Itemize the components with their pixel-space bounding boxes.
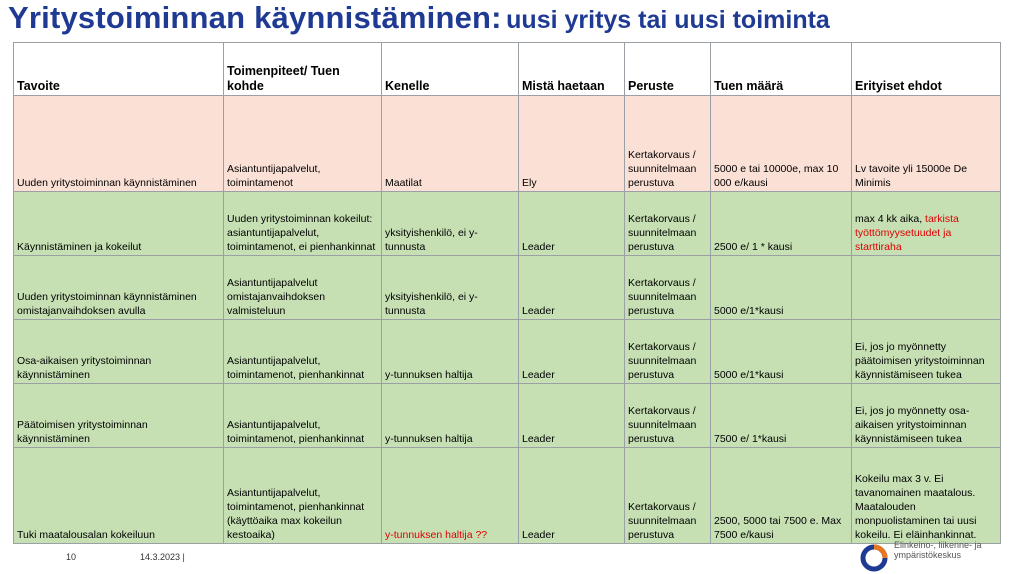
slide-number: 10 — [66, 552, 77, 562]
cell-mista: Leader — [519, 448, 625, 544]
cell-maara: 5000 e/1*kausi — [711, 320, 852, 384]
cell-peruste: Kertakorvaus / suunnitelmaan perustuva — [625, 96, 711, 192]
table-row — [14, 192, 1001, 256]
header-tavoite: Tavoite — [14, 43, 224, 96]
cell-toimenpiteet: Asiantuntijapalvelut omistajanvaihdoksen valmisteluun — [224, 256, 382, 320]
header-kenelle: Kenelle — [382, 43, 519, 96]
cell-toimenpiteet: Asiantuntijapalvelut, toimintamenot, pienhankinnat — [224, 384, 382, 448]
cell-toimenpiteet: Asiantuntijapalvelut, toimintamenot, pienhankinnat (käyttöaika max kokeilun kestoaika) — [224, 448, 382, 544]
logo-line-1: Elinkeino-, liikenne- ja — [894, 540, 982, 550]
support-table — [13, 42, 1001, 544]
cell-maara: 2500, 5000 tai 7500 e. Max 7500 e/kausi — [711, 448, 852, 544]
cell-peruste: Kertakorvaus / suunnitelmaan perustuva — [625, 448, 711, 544]
cell-tavoite: Osa-aikaisen yritystoiminnan käynnistäminen — [14, 320, 224, 384]
cell-kenelle: y-tunnuksen haltija ?? — [382, 448, 519, 544]
cell-peruste: Kertakorvaus / suunnitelmaan perustuva — [625, 384, 711, 448]
cell-kenelle: yksityishenkilö, ei y-tunnusta — [382, 192, 519, 256]
cell-ehdot: Lv tavoite yli 15000e De Minimis — [852, 96, 1001, 192]
ely-logo-text — [894, 540, 982, 560]
cell-tavoite: Tuki maatalousalan kokeiluun — [14, 448, 224, 544]
cell-toimenpiteet: Asiantuntijapalvelut, toimintamenot — [224, 96, 382, 192]
header-mista: Mistä haetaan — [519, 43, 625, 96]
ely-logo-icon — [860, 544, 890, 572]
cell-ehdot — [852, 256, 1001, 320]
cell-kenelle: yksityishenkilö, ei y-tunnusta — [382, 256, 519, 320]
cell-kenelle: Maatilat — [382, 96, 519, 192]
cell-maara: 2500 e/ 1 * kausi — [711, 192, 852, 256]
ehdot-warning: tarkista työttömyysetuudet ja starttiraha — [855, 213, 959, 253]
title-subtitle: uusi yritys tai uusi toiminta — [506, 6, 830, 34]
title-main: Yritystoiminnan käynnistäminen: — [8, 0, 502, 35]
cell-peruste: Kertakorvaus / suunnitelmaan perustuva — [625, 192, 711, 256]
cell-mista: Ely — [519, 96, 625, 192]
cell-tavoite: Käynnistäminen ja kokeilut — [14, 192, 224, 256]
header-ehdot: Erityiset ehdot — [852, 43, 1001, 96]
cell-mista: Leader — [519, 384, 625, 448]
cell-toimenpiteet: Uuden yritystoiminnan kokeilut: asiantuntijapalvelut, toimintamenot, ei pienhankinnat — [224, 192, 382, 256]
cell-ehdot: Ei, jos jo myönnetty osa-aikaisen yritystoiminnan käynnistämiseen tukea — [852, 384, 1001, 448]
cell-tavoite: Uuden yritystoiminnan käynnistäminen omistajanvaihdoksen avulla — [14, 256, 224, 320]
cell-tavoite: Päätoimisen yritystoiminnan käynnistäminen — [14, 384, 224, 448]
header-toimenpiteet: Toimenpiteet/ Tuen kohde — [224, 43, 382, 96]
cell-ehdot: Kokeilu max 3 v. Ei tavanomainen maatalous. Maatalouden monpuolistaminen tai uusi kokeilu. Ei eläinhankinnat. — [852, 448, 1001, 544]
cell-ehdot: Ei, jos jo myönnetty päätoimisen yritystoiminnan käynnistämiseen tukea — [852, 320, 1001, 384]
cell-peruste: Kertakorvaus / suunnitelmaan perustuva — [625, 320, 711, 384]
cell-mista: Leader — [519, 256, 625, 320]
slide-date: 14.3.2023 | — [140, 552, 185, 562]
table-row — [14, 96, 1001, 192]
cell-tavoite: Uuden yritystoiminnan käynnistäminen — [14, 96, 224, 192]
cell-mista: Leader — [519, 320, 625, 384]
cell-kenelle: y-tunnuksen haltija — [382, 320, 519, 384]
cell-maara: 7500 e/ 1*kausi — [711, 384, 852, 448]
table-header-row — [14, 43, 1001, 96]
table-row — [14, 320, 1001, 384]
cell-maara: 5000 e tai 10000e, max 10 000 e/kausi — [711, 96, 852, 192]
logo-line-2: ympäristökeskus — [894, 550, 962, 560]
table-row — [14, 256, 1001, 320]
ely-logo — [854, 536, 1024, 572]
cell-maara: 5000 e/1*kausi — [711, 256, 852, 320]
header-peruste: Peruste — [625, 43, 711, 96]
table-row — [14, 384, 1001, 448]
cell-ehdot — [852, 192, 1001, 256]
cell-peruste: Kertakorvaus / suunnitelmaan perustuva — [625, 256, 711, 320]
header-maara: Tuen määrä — [711, 43, 852, 96]
cell-kenelle: y-tunnuksen haltija — [382, 384, 519, 448]
cell-toimenpiteet: Asiantuntijapalvelut, toimintamenot, pienhankinnat — [224, 320, 382, 384]
cell-mista: Leader — [519, 192, 625, 256]
page-title — [8, 0, 1018, 46]
ehdot-text: max 4 kk aika, — [855, 213, 926, 225]
table-row — [14, 448, 1001, 544]
